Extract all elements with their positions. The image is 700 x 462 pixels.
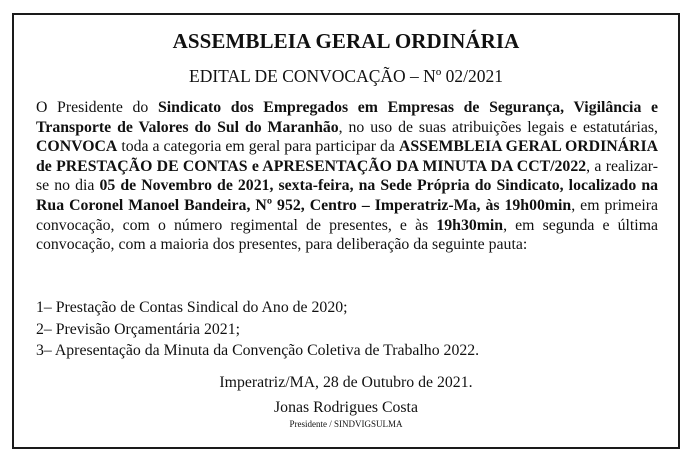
signer-name: Jonas Rodrigues Costa bbox=[274, 399, 418, 416]
notice-frame bbox=[12, 13, 680, 449]
body-segment: , em segunda e última convocação, com a maioria dos presentes, para deliberação da seguinte pauta: bbox=[36, 216, 658, 254]
agenda-item: 3– Apresentação da Minuta da Convenção Coletiva de Trabalho 2022. bbox=[36, 342, 480, 359]
meeting-date-place: 05 de Novembro de 2021, sexta-feira, na Sede Própria do Sindicato, localizado na Rua Coronel Manoel Bandeira, Nº 952, Centro – Imperatriz-Ma, às 19h00min bbox=[36, 177, 658, 214]
convoca-word: CONVOCA bbox=[36, 138, 118, 156]
body-segment: , no uso de suas atribuições legais e estatutárias, bbox=[338, 118, 658, 136]
signer-role: Presidente / SINDVIGSULMA bbox=[289, 419, 403, 429]
agenda-item: 1– Prestação de Contas Sindical do Ano de 2020; bbox=[36, 299, 348, 316]
union-name: Sindicato dos Empregados em Empresas de Segurança, Vigilância e Transporte de Valores do Sul do Maranhão bbox=[36, 99, 659, 136]
notice-title: ASSEMBLEIA GERAL ORDINÁRIA bbox=[172, 29, 520, 53]
body-segment: O Presidente do bbox=[36, 99, 158, 116]
second-call-time: 19h30min bbox=[436, 216, 504, 234]
body-segment: , em primeira convocação, com o número regimental de presentes, e às bbox=[36, 196, 659, 234]
agenda-item: 2– Previsão Orçamentária 2021; bbox=[36, 320, 240, 338]
assembly-name: ASSEMBLEIA GERAL ORDINÁRIA de PRESTAÇÃO DE CONTAS e APRESENTAÇÃO DA MINUTA DA CCT/2022 bbox=[36, 138, 658, 175]
agenda-list bbox=[36, 297, 479, 362]
notice-subtitle: EDITAL DE CONVOCAÇÃO – Nº 02/2021 bbox=[189, 66, 503, 86]
place-date: Imperatriz/MA, 28 de Outubro de 2021. bbox=[219, 374, 473, 391]
body-segment: toda a categoria em geral para participar da bbox=[117, 138, 399, 156]
body-segment: , a realizar-se no dia bbox=[36, 157, 658, 195]
notice-body bbox=[36, 98, 658, 255]
